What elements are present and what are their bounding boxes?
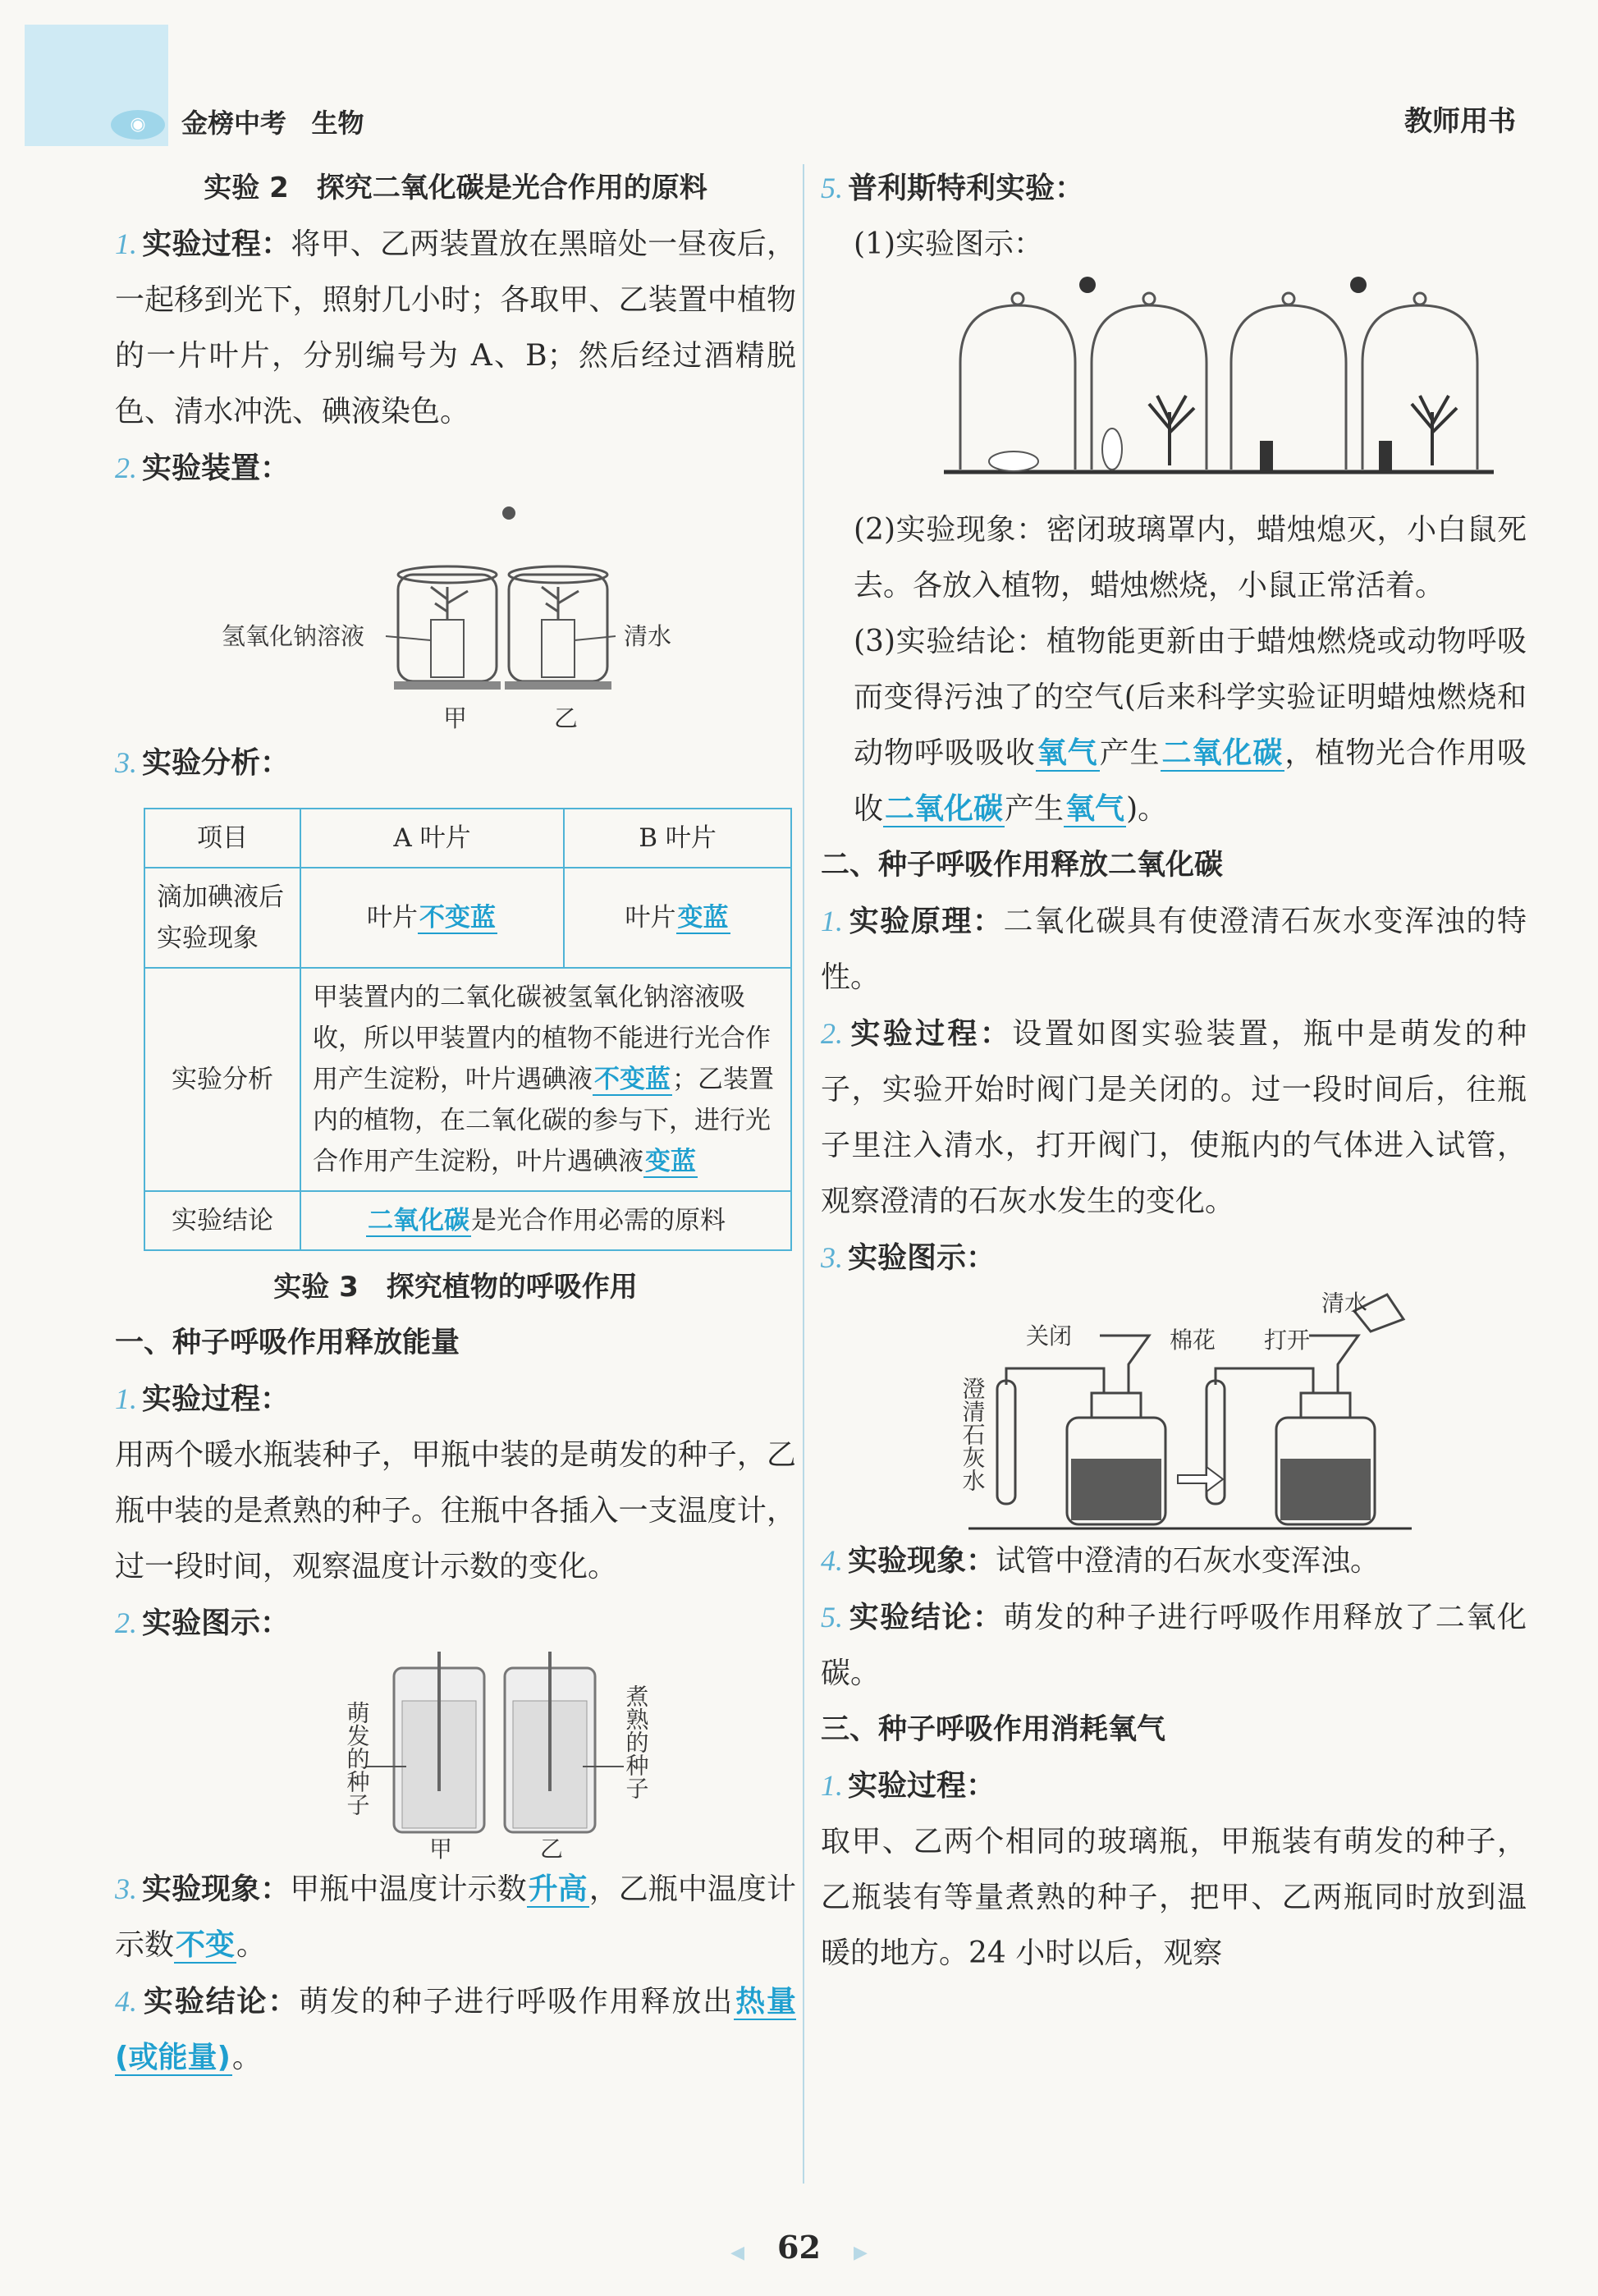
section-a-step-4 [115, 1973, 796, 2086]
answer-text: 氧气 [1065, 792, 1125, 826]
step-number: 3. [821, 1241, 843, 1274]
cell-text: ；乙装置内的植物，在二氧化碳的参与下，进行光合作用产生淀粉，叶片遇碘液 [313, 1065, 774, 1176]
label-jar-a: 甲 [443, 704, 468, 732]
mouse-icon [989, 451, 1038, 471]
priestley-bell-jars-illustration [821, 273, 1527, 502]
priestley-sub-1: (1)实验图示： [854, 227, 1043, 261]
label-bottle-b: 乙 [540, 1835, 564, 1861]
step-label: 实验结论： [848, 1601, 1004, 1634]
plant-icon [1149, 396, 1194, 465]
answer-text: 变蓝 [677, 903, 729, 933]
step-label: 实验过程： [142, 227, 291, 261]
left-column [115, 160, 796, 2086]
step-text: 萌发的种子进行呼吸作用释放出 [299, 1985, 735, 2019]
answer-text: 不变蓝 [419, 903, 497, 933]
triangle-right-icon: ▶ [853, 2242, 868, 2263]
cell-text: 叶片 [625, 903, 676, 933]
page-number: 62 [777, 2229, 821, 2266]
step-label: 实验图示： [142, 1606, 291, 1640]
cell-text: 叶片 [367, 903, 419, 933]
thermos-seed-figure [115, 1652, 796, 1861]
priestley-sub-2: (2)实验现象：密闭玻璃罩内，蜡烛熄灭，小白鼠死去。各放入植物，蜡烛燃烧，小鼠正常活着。 [854, 513, 1527, 603]
step-label: 实验装置： [142, 451, 291, 485]
row-label: 实验分析 [144, 968, 300, 1191]
answer-text: 不变蓝 [594, 1065, 671, 1094]
table-header-row [144, 809, 791, 868]
running-header-left [111, 103, 364, 140]
label-jar-b: 乙 [554, 704, 579, 732]
sun-icon [1079, 277, 1367, 293]
step-text: 。 [236, 1928, 267, 1962]
column-divider [803, 164, 804, 2184]
table-cell [300, 868, 564, 968]
analysis-table [144, 808, 792, 1251]
table-cell [300, 968, 791, 1191]
table-row [144, 1191, 791, 1250]
label-water: 清水 [624, 622, 672, 650]
step-text: 将甲、乙两装置放在黑暗处一昼夜后，一起移到光下，照射几小时；各取甲、乙装置中植物的一片叶片，分别编号为 A、B；然后经过酒精脱色、清水冲洗、碘液染色。 [115, 227, 796, 428]
cell-text: 是光合作用必需的原料 [471, 1206, 726, 1235]
step-number: 5. [821, 172, 843, 204]
step-1-paragraph [115, 216, 796, 440]
section-c-step-1-text: 取甲、乙两个相同的玻璃瓶，甲瓶装有萌发的种子，乙瓶装有等量煮熟的种子，把甲、乙两瓶同时放到温暖的地方。24 小时以后，观察 [821, 1825, 1527, 1970]
step-number: 3. [115, 1872, 137, 1905]
table-cell [564, 868, 791, 968]
triangle-left-icon: ◀ [730, 2242, 745, 2263]
label-germinating-seeds: 萌发的种子 [343, 1701, 371, 1816]
step-number: 4. [115, 1985, 137, 2018]
step-label: 实验分析： [142, 746, 291, 780]
experiment-2-title: 实验 2 探究二氧化碳是光合作用的原料 [204, 172, 707, 204]
step-number: 2. [115, 451, 137, 484]
label-boiled-seeds: 煮熟的种子 [622, 1684, 650, 1799]
section-b-step-4 [821, 1533, 1527, 1589]
step-number: 1. [115, 1382, 137, 1415]
answer-text: 氧气 [1037, 736, 1098, 770]
thermos-illustration [115, 1652, 796, 1861]
step-number: 3. [115, 746, 137, 779]
step-3-paragraph [115, 735, 796, 791]
section-b-step-3 [821, 1230, 1527, 1286]
section-b-step-2 [821, 1006, 1527, 1230]
bell-jar-illustration [115, 497, 796, 735]
bell-jar-apparatus-figure [115, 497, 796, 735]
table-header-cell: B 叶片 [564, 809, 791, 868]
table-cell [300, 1191, 791, 1250]
answer-text: 二氧化碳 [1161, 736, 1284, 770]
label-naoh: 氢氧化钠溶液 [222, 622, 365, 650]
label-bottle-a: 甲 [429, 1835, 453, 1861]
section-c-title: 三、种子呼吸作用消耗氧气 [821, 1713, 1166, 1746]
label-limewater: 澄清石灰水 [959, 1377, 987, 1492]
page-footer [0, 2229, 1598, 2266]
arrow-right-icon [1178, 1467, 1223, 1492]
book-title: 金榜中考 [181, 108, 287, 139]
step-text: )。 [1126, 792, 1168, 826]
table-header-cell: A 叶片 [300, 809, 564, 868]
step-text: 萌发的种子进行呼吸作用释放了二氧化碳。 [821, 1601, 1527, 1690]
step-text: ，植物光合作用吸收 [854, 736, 1527, 826]
section-b-title: 二、种子呼吸作用释放二氧化碳 [821, 849, 1224, 882]
step-label: 普利斯特利实验： [848, 172, 1085, 205]
answer-text: 不变 [176, 1928, 236, 1962]
step-text: 试管中澄清的石灰水变浑浊。 [996, 1544, 1381, 1578]
step-label: 实验图示： [848, 1241, 996, 1275]
answer-text: 升高 [528, 1872, 588, 1906]
limewater-illustration [821, 1286, 1527, 1533]
step-number: 2. [115, 1606, 137, 1639]
limewater-apparatus-figure [821, 1286, 1527, 1533]
step-text: 甲瓶中温度计示数 [290, 1872, 527, 1906]
subject-title: 生物 [311, 108, 364, 139]
row-label: 实验结论 [144, 1191, 300, 1250]
step-number: 1. [821, 1769, 843, 1802]
candle-icon [1260, 441, 1273, 470]
step-label: 实验结论： [142, 1985, 300, 2019]
step-number: 5. [821, 1601, 843, 1634]
step-text: 设置如图实验装置，瓶中是萌发的种子，实验开始时阀门是关闭的。过一段时间后，往瓶子里注入清水，打开阀门，使瓶内的气体进入试管，观察澄清的石灰水发生的变化。 [821, 1017, 1527, 1218]
label-cotton: 棉花 [1170, 1327, 1216, 1354]
step-text: 产生 [1005, 792, 1065, 826]
priestley-heading [821, 160, 1527, 217]
answer-text: 二氧化碳 [368, 1206, 469, 1235]
step-text: ，乙瓶中温度计示数 [115, 1872, 796, 1962]
label-water: 清水 [1321, 1290, 1368, 1317]
section-a-step-2 [115, 1595, 796, 1652]
step-2-paragraph [115, 440, 796, 497]
experiment-3-title: 实验 3 探究植物的呼吸作用 [273, 1271, 638, 1304]
step-label: 实验现象： [142, 1872, 291, 1906]
right-column [821, 160, 1527, 1982]
edition-label: 教师用书 [1404, 105, 1516, 138]
candle-icon [1379, 441, 1392, 470]
book-logo-icon: ◉ [111, 110, 165, 140]
priestley-sub-3 [821, 614, 1527, 837]
step-label: 实验过程： [848, 1769, 996, 1803]
answer-text: 热量(或能量) [115, 1985, 796, 2074]
section-a-step-3 [115, 1861, 796, 1973]
label-valve-closed: 关闭 [1026, 1322, 1073, 1350]
step-label: 实验过程： [142, 1382, 291, 1416]
priestley-figure [821, 273, 1527, 502]
answer-text: 二氧化碳 [885, 792, 1004, 826]
section-b-step-1 [821, 893, 1527, 1006]
step-number: 1. [115, 227, 137, 260]
plant-icon [1412, 396, 1457, 465]
section-a-title: 一、种子呼吸作用释放能量 [115, 1327, 460, 1359]
table-header-cell: 项目 [144, 809, 300, 868]
step-label: 实验过程： [848, 1017, 1013, 1051]
mouse-icon [1102, 428, 1122, 470]
table-row [144, 868, 791, 968]
step-text: (3)实验结论：植物能更新由于蜡烛燃烧或动物呼吸而变得污浊了的空气(后来科学实验证明蜡烛燃烧和动物呼吸吸收 [854, 625, 1527, 770]
section-c-step-1 [821, 1758, 1527, 1814]
section-b-step-5 [821, 1589, 1527, 1702]
step-text: 。 [231, 2041, 262, 2074]
step-label: 实验现象： [848, 1544, 996, 1578]
step-number: 2. [821, 1017, 843, 1050]
step-label: 实验原理： [848, 905, 1004, 938]
step-text: 二氧化碳具有使澄清石灰水变浑浊的特性。 [821, 905, 1527, 994]
table-row [144, 968, 791, 1191]
step-number: 4. [821, 1544, 843, 1577]
section-a-step-1 [115, 1371, 796, 1428]
row-label: 滴加碘液后实验现象 [144, 868, 300, 968]
answer-text: 变蓝 [645, 1147, 696, 1176]
cell-text: 甲装置内的二氧化碳被氢氧化钠溶液吸收，所以甲装置内的植物不能进行光合作用产生淀粉，叶片遇碘液 [313, 983, 771, 1094]
step-number: 1. [821, 905, 843, 937]
step-text: 产生 [1099, 736, 1161, 770]
section-a-step-1-text: 用两个暖水瓶装种子，甲瓶中装的是萌发的种子，乙瓶中装的是煮熟的种子。往瓶中各插入一支温度计，过一段时间，观察温度计示数的变化。 [115, 1438, 796, 1583]
label-valve-open: 打开 [1264, 1327, 1311, 1354]
